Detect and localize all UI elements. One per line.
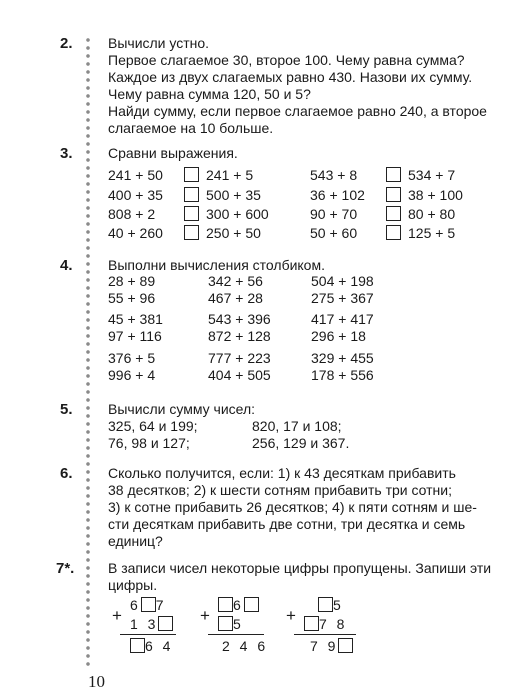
compare-right-expr: 125 + 5: [408, 225, 456, 241]
task-5-title: Вычисли сумму чисел:: [108, 401, 256, 417]
expression: 872 + 128: [208, 328, 271, 344]
column-addition-puzzle: + 6 5 2 4 6: [200, 597, 269, 654]
expression-column: [208, 311, 271, 345]
expression: 777 + 223: [208, 350, 271, 366]
compare-left-expr: 400 + 35: [108, 187, 163, 203]
expression: 275 + 367: [311, 290, 374, 306]
expression: 404 + 505: [208, 367, 271, 383]
expression-column: [208, 273, 263, 307]
number-set: 76, 98 и 127;: [108, 435, 190, 451]
answer-box[interactable]: [386, 225, 401, 240]
compare-left-expr: 543 + 8: [310, 167, 358, 183]
expression-column: [108, 350, 155, 384]
task-2-line: Найди сумму, если первое слагаемое равно 240, а второе: [108, 103, 487, 119]
digit: 2 4 6: [222, 638, 269, 654]
expression: 342 + 56: [208, 273, 263, 289]
digit: 6 4: [145, 638, 174, 654]
expression: 376 + 5: [108, 350, 156, 366]
expression: 45 + 381: [108, 311, 163, 327]
task-2-line: слагаемое на 10 больше.: [108, 120, 274, 136]
missing-digit-box[interactable]: [218, 616, 233, 631]
task-2-line: Каждое из двух слагаемых равно 430. Назови их сумму.: [108, 69, 473, 85]
compare-right-expr: 241 + 5: [206, 167, 254, 183]
compare-right-expr: 300 + 600: [206, 206, 269, 222]
compare-left-expr: 90 + 70: [310, 206, 358, 222]
missing-digit-box[interactable]: [244, 597, 259, 612]
expression: 97 + 116: [108, 328, 162, 344]
answer-box[interactable]: [386, 167, 401, 182]
task-7-line: В записи чисел некоторые цифры пропущены. Запиши эти: [108, 560, 492, 576]
compare-left-expr: 50 + 60: [310, 225, 358, 241]
compare-left-expr: 40 + 260: [108, 225, 163, 241]
column-addition-puzzle: + 6 7 1 3 6 4: [114, 597, 184, 657]
missing-digit-box[interactable]: [338, 638, 353, 653]
expression-column: [208, 350, 271, 384]
expression: 178 + 556: [311, 367, 374, 383]
answer-box[interactable]: [184, 167, 199, 182]
task-6-line: единиц?: [108, 533, 163, 549]
task-number-6: 6.: [60, 465, 73, 482]
task-2-line: Вычисли устно.: [108, 35, 210, 51]
expression: 296 + 18: [311, 328, 366, 344]
task-2-line: Первое слагаемое 30, второе 100. Чему равна сумма?: [108, 52, 465, 68]
missing-digit-box[interactable]: [130, 638, 145, 653]
page-number: 10: [88, 672, 105, 691]
expression: 467 + 28: [208, 290, 263, 306]
digit: 7: [155, 597, 167, 613]
expression-column: [311, 273, 374, 307]
task-6-line: 3) к сотне прибавить 26 десятков; 4) к пяти сотням и ше-: [108, 499, 477, 515]
task-number-2: 2.: [60, 35, 73, 52]
answer-box[interactable]: [386, 206, 401, 221]
task-6-line: Сколько получится, если: 1) к 43 десяткам прибавить: [108, 465, 456, 481]
expression-column: [311, 350, 374, 384]
task-2-line: Чему равна сумма 120, 50 и 5?: [108, 86, 311, 102]
task-number-5: 5.: [60, 401, 73, 418]
task-number-7: 7*.: [56, 560, 75, 577]
expression: 504 + 198: [311, 273, 374, 289]
missing-digit-box[interactable]: [318, 597, 333, 612]
digit: 1 3: [130, 616, 159, 632]
sum-line: [294, 634, 356, 635]
sum-line: [120, 634, 176, 635]
digit: 6: [130, 597, 141, 613]
expression: 417 + 417: [311, 311, 374, 327]
digit: 6: [233, 597, 244, 613]
expression: 55 + 96: [108, 290, 156, 306]
number-set: 325, 64 и 199;: [108, 418, 198, 434]
expression-column: [108, 273, 155, 307]
expression: 543 + 396: [208, 311, 271, 327]
answer-box[interactable]: [184, 225, 199, 240]
sum-line: [208, 634, 264, 635]
compare-right-expr: 38 + 100: [408, 187, 463, 203]
task-6-line: 38 десятков; 2) к шести сотням прибавить три сотни;: [108, 482, 452, 498]
expression: 28 + 89: [108, 273, 156, 289]
expression: 329 + 455: [311, 350, 374, 366]
digit: 5: [333, 597, 344, 613]
digit: 7 9: [310, 638, 339, 654]
digit: 7 8: [319, 616, 348, 632]
number-set: 256, 129 и 367.: [252, 435, 350, 451]
answer-box[interactable]: [184, 206, 199, 221]
expression-column: [311, 311, 374, 345]
task-number-3: 3.: [60, 145, 73, 162]
task-2-text: [108, 35, 487, 137]
missing-digit-box[interactable]: [158, 616, 173, 631]
task-number-4: 4.: [60, 257, 73, 274]
expression: 996 + 4: [108, 367, 156, 383]
compare-left-expr: 36 + 102: [310, 187, 365, 203]
answer-box[interactable]: [386, 187, 401, 202]
dotted-margin-line: [85, 36, 91, 670]
compare-left-expr: 808 + 2: [108, 206, 156, 222]
compare-right-expr: 80 + 80: [408, 206, 456, 222]
number-set: 820, 17 и 108;: [252, 418, 342, 434]
column-addition-puzzle: + 5 7 8 7 9: [288, 597, 368, 657]
missing-digit-box[interactable]: [304, 616, 319, 631]
task-3-title: Сравни выражения.: [108, 145, 238, 161]
compare-right-expr: 500 + 35: [206, 187, 261, 203]
missing-digit-box[interactable]: [218, 597, 233, 612]
compare-right-expr: 534 + 7: [408, 167, 456, 183]
compare-left-expr: 241 + 50: [108, 167, 163, 183]
expression-column: [108, 311, 163, 345]
missing-digit-box[interactable]: [141, 597, 156, 612]
task-6-text: [108, 465, 477, 550]
digit: 5: [233, 616, 244, 632]
task-7-text: [108, 560, 491, 594]
task-6-line: сти десяткам прибавить две сотни, три десятка и семь: [108, 516, 466, 532]
task-4-title: Выполни вычисления столбиком.: [108, 257, 325, 273]
compare-right-expr: 250 + 50: [206, 225, 261, 241]
task-7-line: цифры.: [108, 577, 158, 593]
answer-box[interactable]: [184, 187, 199, 202]
